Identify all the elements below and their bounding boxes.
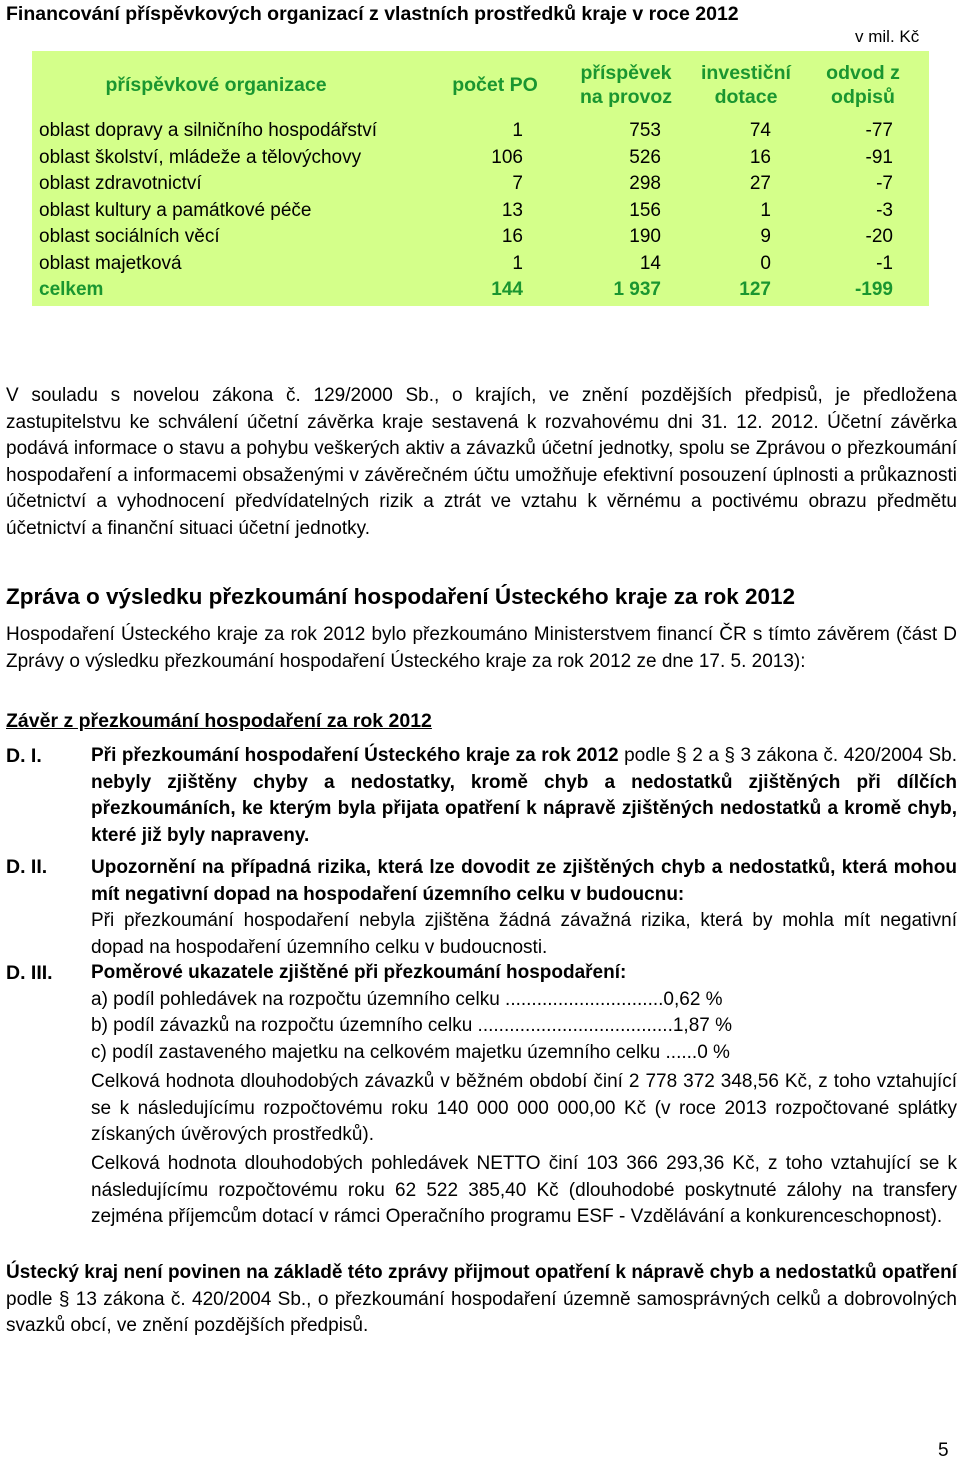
report-heading: Zpráva o výsledku přezkoumání hospodaření Ústeckého kraje za rok 2012: [6, 584, 796, 609]
conclusion-heading: Závěr z přezkoumání hospodaření za rok 2012: [6, 710, 432, 732]
ratio-item: c) podíl zastaveného majetku na celkovém majetku územního celku ......0 %: [91, 1041, 730, 1063]
table-row: [32, 251, 929, 278]
cell-investment: 16: [749, 146, 771, 168]
table-row: [32, 198, 929, 225]
cell-levy: -91: [865, 146, 893, 168]
cell-count: 13: [501, 199, 523, 221]
cell-investment: 9: [760, 226, 771, 247]
cell-contribution: 526: [629, 146, 661, 168]
final-regular: podle § 13 zákona č. 420/2004 Sb., o přezkoumání hospodaření územně samosprávných celků a dobrovolných svazků obcí, ve znění pozdějších předpisů.: [6, 1288, 957, 1336]
cell-area: oblast školství, mládeže a tělovýchovy: [39, 146, 362, 168]
col-header-investment-subsidy: investiční dotace: [701, 62, 791, 108]
table-row: [32, 145, 929, 172]
intro-lead: V souladu s novelou zákona č. 129/2000 Sb.: [6, 385, 434, 406]
final-bold: Ústecký kraj není povinen na základě této zprávy přijmout opatření k nápravě chyb a nedostatků opatření: [6, 1262, 957, 1283]
page-number: 5: [938, 1440, 949, 1461]
cell-area: oblast dopravy a silničního hospodářství: [39, 120, 377, 141]
d1-bold-lead: Při přezkoumání hospodaření Ústeckého kraje za rok 2012: [91, 745, 619, 766]
intro-body: , o krajích, ve znění pozdějších předpisů, je předložena zastupitelstvu ke schválení účetní závěrka kraje sestavená k rozvahovému dni 31. 12. 2012. Účetní závěrka podává informace o stavu a pohybu veškerých aktiv a závazků účetní jednotky, spolu se Zprávou o přezkoumání hospodaření a informacemi obsaženými v závěrečném účtu umožňuje efektivní posouzení úplnosti a průkaznosti účetnictví a vyhodnocení předvídatelných rizik a ztrát ve vztahu k věrnému a poctivému obrazu předmětu účetnictví a finanční situaci účetní jednotky.: [6, 385, 957, 539]
cell-contribution: 753: [629, 120, 661, 141]
cell-levy: -1: [876, 252, 893, 274]
col-header-depreciation-levy: odvod z odpisů: [826, 62, 900, 108]
section-label-d1: D. I.: [6, 745, 42, 767]
d2-bold-text: Upozornění na případná rizika, která lze dovodit ze zjištěných chyb a nedostatků, která mohou mít negativní dopad na hospodaření územního celku v budoucnu:: [91, 857, 957, 905]
cell-contribution: 156: [629, 199, 661, 221]
cell-levy: -199: [854, 279, 893, 300]
cell-investment: 74: [749, 120, 771, 141]
d1-law-reference: podle § 2 a § 3 zákona č. 420/2004 Sb.: [618, 745, 957, 766]
cell-count: 106: [491, 146, 523, 168]
ratio-item: b) podíl závazků na rozpočtu územního celku .....................................1,87 %: [91, 1015, 733, 1036]
cell-levy: -77: [865, 120, 893, 141]
ratio-item: a) podíl pohledávek na rozpočtu územního celku ..............................0,62 %: [91, 988, 723, 1010]
cell-count: 144: [491, 279, 523, 300]
financing-table: [32, 51, 929, 306]
col-header-count: počet PO: [452, 74, 538, 96]
cell-levy: -20: [865, 226, 893, 247]
cell-investment: 27: [749, 173, 771, 194]
cell-contribution: 298: [629, 173, 661, 194]
unit-label: v mil. Kč: [855, 27, 920, 46]
cell-area: celkem: [39, 279, 104, 300]
cell-area: oblast sociálních věcí: [39, 226, 220, 247]
cell-count: 1: [512, 252, 523, 274]
cell-levy: -3: [876, 199, 893, 221]
cell-area: oblast kultury a památkové péče: [39, 199, 312, 221]
cell-investment: 127: [739, 279, 771, 300]
section-label-d2: D. II.: [6, 856, 48, 878]
table-row: [32, 224, 929, 251]
cell-contribution: 190: [629, 226, 661, 247]
cell-count: 1: [512, 120, 523, 141]
col-header-operating-contribution: příspěvek na provoz: [579, 62, 673, 108]
col-header-organizations: příspěvkové organizace: [105, 74, 327, 96]
table-total-row: [32, 277, 929, 304]
liabilities-paragraph: Celková hodnota dlouhodobých závazků v běžném období činí 2 778 372 348,56 Kč, z toho vztahující se k následujícímu rozpočtovému roku 140 000 000 000,00 Kč (v roce 2013 rozpočtované splátky získaných úvěrových prostředků).: [91, 1071, 957, 1145]
d1-bold-tail: nebyly zjištěny chyby a nedostatky, kromě chyb a nedostatků zjištěných při dílčích přezkoumáních, ke kterým byla přijata opatření k nápravě zjištěných nedostatků a kromě chyb, které již byly napraveny.: [91, 771, 957, 846]
section-d1-text: [91, 743, 957, 849]
report-paragraph: Hospodaření Ústeckého kraje za rok 2012 bylo přezkoumáno Ministerstvem financí ČR s tímto závěrem (část D Zprávy o výsledku přezkoumání hospodaření Ústeckého kraje za rok 2012 ze dne 17. 5. 2013):: [6, 624, 957, 672]
cell-contribution: 14: [639, 252, 661, 274]
cell-investment: 0: [760, 252, 771, 274]
table-row: [32, 118, 929, 145]
d3-bold-text: Poměrové ukazatele zjištěné při přezkoumání hospodaření:: [91, 962, 627, 983]
d2-normal-text: Při přezkoumání hospodaření nebyla zjištěna žádná závažná rizika, která by mohla mít negativní dopad na hospodaření územního celku v budoucnosti.: [91, 910, 957, 958]
table-row: [32, 171, 929, 198]
cell-investment: 1: [760, 199, 771, 221]
receivables-paragraph: Celková hodnota dlouhodobých pohledávek NETTO činí 103 366 293,36 Kč, z toho vztahující se k následujícímu rozpočtovému roku 62 522 385,40 Kč (dlouhodobé poskytnuté zálohy na transfery zejména příjemcům dotací v rámci Operačního programu ESF - Vzdělávání a konkurenceschopnost).: [91, 1153, 957, 1227]
page-heading: Financování příspěvkových organizací z vlastních prostředků kraje v roce 2012: [6, 3, 739, 25]
section-d2-text: [91, 855, 957, 961]
final-paragraph: [6, 1260, 957, 1340]
intro-paragraph: [6, 383, 957, 542]
cell-contribution: 1 937: [613, 279, 661, 300]
cell-area: oblast majetková: [39, 252, 182, 274]
cell-count: 7: [512, 173, 523, 194]
section-label-d3: D. III.: [6, 962, 53, 984]
cell-count: 16: [501, 226, 523, 247]
cell-area: oblast zdravotnictví: [39, 173, 202, 194]
cell-levy: -7: [876, 173, 893, 194]
section-d3-text: [91, 960, 957, 1066]
